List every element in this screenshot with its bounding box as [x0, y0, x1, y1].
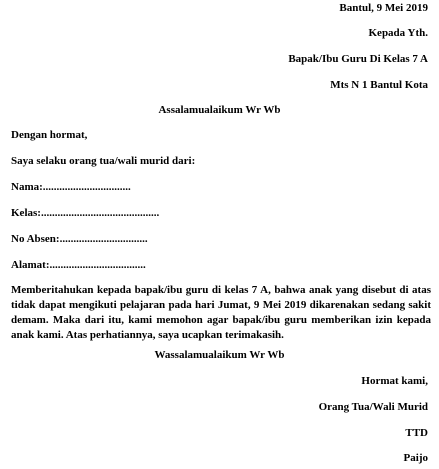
field-nama: Nama:................................ [11, 181, 131, 193]
field-alamat: Alamat:................................... [11, 259, 146, 271]
intro-text: Saya selaku orang tua/wali murid dari: [11, 155, 196, 167]
letter-date: Bantul, 9 Mei 2019 [339, 2, 428, 14]
to-label: Kepada Yth. [368, 27, 428, 39]
closing-salam: Wassalamualaikum Wr Wb [154, 349, 285, 361]
signature-placeholder: TTD [405, 427, 428, 439]
school-name: Mts N 1 Bantul Kota [330, 79, 428, 91]
body-paragraph: Memberitahukan kepada bapak/ibu guru di kelas 7 A, bahwa anak yang disebut di atas tidak dapat mengikuti pelajaran pada hari Jumat, 9 Mei 2019 dikarenakan sedang sakit demam. Maka dari itu, kami memohon agar bapak/ibu guru memberikan izin kepada anak kami. Atas perhatiannya, saya ucapkan terimakasih. [11, 284, 431, 341]
regards: Hormat kami, [361, 375, 428, 387]
opening-salam: Assalamualaikum Wr Wb [158, 104, 281, 116]
field-no-absen: No Absen:................................ [11, 233, 148, 245]
signer-name: Paijo [403, 452, 428, 464]
signer-role: Orang Tua/Wali Murid [318, 401, 428, 413]
field-kelas: Kelas:........................................... [11, 207, 160, 219]
greeting: Dengan hormat, [11, 129, 88, 141]
recipient: Bapak/Ibu Guru Di Kelas 7 A [288, 53, 428, 65]
